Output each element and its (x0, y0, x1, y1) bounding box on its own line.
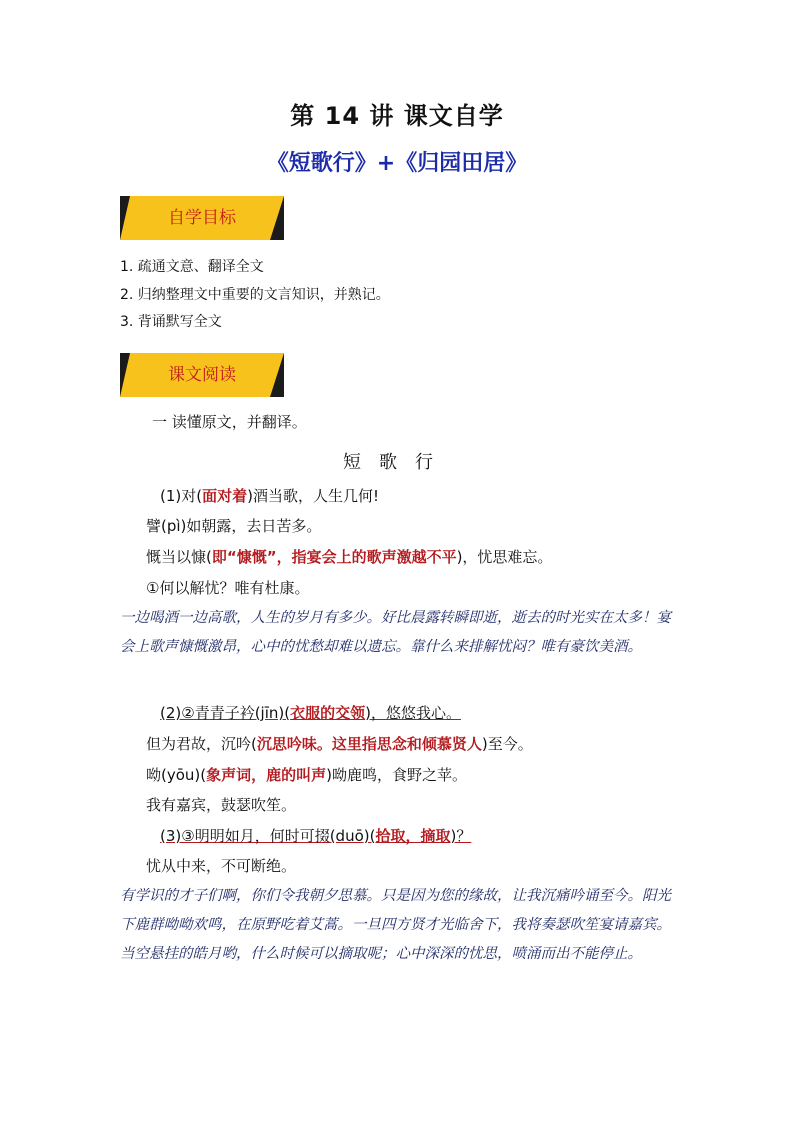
instruction-text: 一 读懂原文，并翻译。 (152, 413, 307, 431)
poem-line: 我有嘉宾，鼓瑟吹笙。 (146, 796, 297, 814)
annotation: 沉思吟味。这里指思念和倾慕贤人 (256, 735, 482, 753)
line-text: 但为君故，沉吟( (146, 735, 257, 753)
page-subtitle: 《短歌行》+《归园田居》 (266, 151, 528, 176)
line-text: (2)②青青子衿(jīn)( (160, 704, 291, 722)
goal-item: 2. 归纳整理文中重要的文言知识，并熟记。 (120, 287, 390, 303)
line-text: )？ (450, 827, 472, 845)
annotation: 面对着 (202, 487, 248, 505)
section-header-goals (120, 196, 284, 240)
page-title: 第 14 讲 课文自学 (290, 102, 504, 130)
section-label: 自学目标 (168, 208, 236, 228)
poem-line (160, 485, 379, 506)
line-text: 呦(yōu)( (146, 766, 207, 784)
section-header-reading (120, 353, 284, 397)
line-text: (3)③明明如月，何时可掇(duō)( (160, 827, 376, 845)
poem-line: ①何以解忧？唯有杜康。 (146, 579, 310, 597)
goal-item: 1. 疏通文意、翻译全文 (120, 259, 264, 275)
poem-line (146, 546, 552, 567)
translation-paragraph: 一边喝酒一边高歌，人生的岁月有多少。好比晨露转瞬即逝，逝去的时光实在太多！宴会上歌声慷慨激昂，心中的忧愁却难以遗忘。靠什么来排解忧闷？唯有豪饮美酒。 (120, 610, 671, 655)
poem-line: 譬(pì)如朝露，去日苦多。 (146, 517, 322, 535)
line-text: )，忧思难忘。 (456, 548, 553, 566)
line-text: )，悠悠我心。 (365, 704, 461, 722)
annotation: 衣服的交领 (290, 704, 366, 722)
poem-title: 短歌行 (343, 452, 451, 473)
poem-line: 忧从中来，不可断绝。 (146, 857, 297, 875)
line-text: (1)对( (160, 487, 203, 505)
goal-item: 3. 背诵默写全文 (120, 314, 222, 330)
line-text: 慨当以慷( (146, 548, 212, 566)
poem-line (146, 733, 533, 754)
annotation: 象声词，鹿的叫声 (206, 766, 327, 784)
annotation: 拾取，摘取 (375, 827, 451, 845)
line-text: )酒当歌，人生几何! (247, 487, 379, 505)
line-text: )至今。 (481, 735, 533, 753)
poem-line (160, 702, 461, 723)
annotation: 即“慷慨”，指宴会上的歌声激越不平 (211, 548, 457, 566)
line-text: )呦鹿鸣，食野之苹。 (326, 766, 467, 784)
poem-line (146, 764, 467, 785)
translation-paragraph: 有学识的才子们啊，你们令我朝夕思慕。只是因为您的缘故，让我沉痛吟诵至今。阳光下鹿群呦呦欢鸣，在原野吃着艾蒿。一旦四方贤才光临舍下，我将奏瑟吹笙宴请嘉宾。当空悬挂的皓月哟，什么时候可以摘取呢；心中深深的忧思，喷涌而出不能停止。 (120, 888, 671, 962)
section-label: 课文阅读 (168, 365, 236, 385)
poem-line (160, 825, 471, 846)
